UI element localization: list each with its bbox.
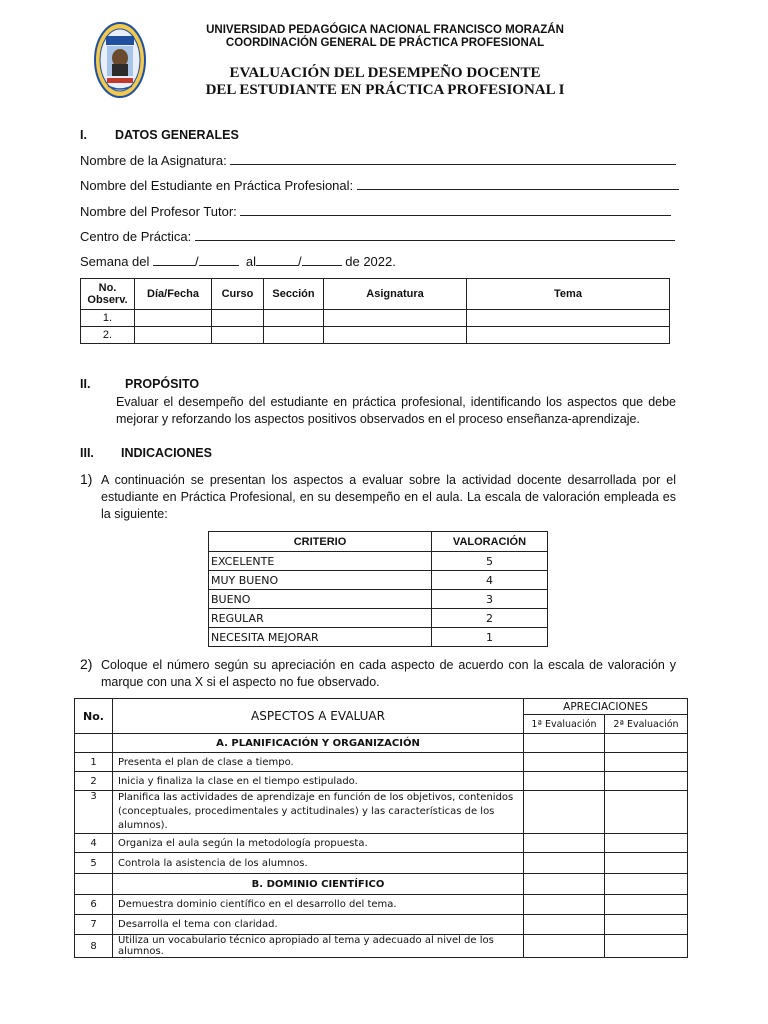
criteria-label: BUENO [209, 590, 432, 609]
section-3-number: III. [80, 446, 94, 460]
semana-field[interactable] [80, 253, 396, 269]
semana-slash-1: / [195, 254, 199, 269]
item-number: 2 [75, 772, 113, 791]
university-name: UNIVERSIDAD PEDAGÓGICA NACIONAL FRANCISCO MORAZÁN [206, 24, 564, 36]
field-tutor[interactable] [80, 203, 675, 219]
item-number: 8 [75, 935, 113, 958]
aspect-text: Demuestra dominio científico en el desarrollo del tema. [113, 895, 524, 915]
table-row [81, 310, 670, 327]
criteria-row [209, 552, 548, 571]
semana-day-to[interactable] [256, 253, 298, 266]
table-row [75, 834, 688, 853]
semana-month-from[interactable] [199, 253, 239, 266]
semana-al: al [245, 254, 256, 269]
col-apreciaciones: APRECIACIONES [524, 699, 688, 715]
table-row [75, 791, 688, 834]
col-criterio: CRITERIO [209, 532, 432, 552]
item-number: 4 [75, 834, 113, 853]
criteria-label: NECESITA MEJORAR [209, 628, 432, 647]
aspect-text: Inicia y finaliza la clase en el tiempo estipulado. [113, 772, 524, 791]
col-tema: Tema [467, 279, 670, 310]
criteria-row [209, 571, 548, 590]
col-aspectos: ASPECTOS A EVALUAR [113, 699, 524, 734]
criteria-label: MUY BUENO [209, 571, 432, 590]
table-cell[interactable] [467, 327, 670, 344]
table-cell[interactable] [324, 327, 467, 344]
table-row [75, 895, 688, 915]
eval-1-cell[interactable] [524, 834, 605, 853]
criteria-label: REGULAR [209, 609, 432, 628]
table-cell[interactable] [135, 310, 212, 327]
criteria-row [209, 590, 548, 609]
section-3-title: INDICACIONES [121, 446, 212, 460]
item-1-text: A continuación se presentan los aspectos a evaluar sobre la actividad docente desarrollada por el estudiante en Práctica Profesional, en su desempeño en el aula. La escala de valoración empleada es la siguiente: [101, 473, 676, 521]
col-valoracion: VALORACIÓN [432, 532, 548, 552]
document-title-line-2: DEL ESTUDIANTE EN PRÁCTICA PROFESIONAL I [205, 82, 565, 98]
col-eval-2: 2ª Evaluación [605, 715, 688, 734]
section-1-number: I. [80, 128, 87, 142]
eval-header-row-1 [75, 699, 688, 715]
criteria-value: 3 [432, 590, 548, 609]
criteria-header-row [209, 532, 548, 552]
table-row [75, 753, 688, 772]
eval-2-cell[interactable] [605, 753, 688, 772]
university-seal-logo [94, 22, 146, 98]
table-row [75, 772, 688, 791]
table-row [75, 915, 688, 935]
eval-2-cell[interactable] [605, 895, 688, 915]
criteria-label: EXCELENTE [209, 552, 432, 571]
table-cell[interactable] [264, 310, 324, 327]
semana-month-to[interactable] [302, 253, 342, 266]
document-title-line-1: EVALUACIÓN DEL DESEMPEÑO DOCENTE [229, 65, 541, 81]
item-number: 5 [75, 853, 113, 874]
aspect-text: Planifica las actividades de aprendizaje en función de los objetivos, contenidos (conceptuales, procedimentales y actitudinales) y las características de los alumnos). [113, 791, 524, 834]
table-cell [524, 874, 605, 895]
table-cell [524, 734, 605, 753]
table-cell[interactable] [212, 310, 264, 327]
field-estudiante-label: Nombre del Estudiante en Práctica Profesional: [80, 178, 354, 193]
eval-2-cell[interactable] [605, 834, 688, 853]
item-number: 7 [75, 915, 113, 935]
col-curso: Curso [212, 279, 264, 310]
criteria-value: 2 [432, 609, 548, 628]
semana-suffix: de 2022. [345, 254, 396, 269]
semana-slash-2: / [298, 254, 302, 269]
table-cell [605, 874, 688, 895]
table-cell [75, 734, 113, 753]
semana-day-from[interactable] [153, 253, 195, 266]
category-row [75, 874, 688, 895]
coordination-name: COORDINACIÓN GENERAL DE PRÁCTICA PROFESIONAL [225, 37, 545, 49]
item-number: 1 [75, 753, 113, 772]
table-row [75, 853, 688, 874]
eval-1-cell[interactable] [524, 915, 605, 935]
aspect-text: Controla la asistencia de los alumnos. [113, 853, 524, 874]
table-cell [75, 874, 113, 895]
criteria-table [208, 531, 548, 647]
table-cell[interactable] [264, 327, 324, 344]
table-cell[interactable] [467, 310, 670, 327]
eval-1-cell[interactable] [524, 895, 605, 915]
table-cell[interactable] [212, 327, 264, 344]
category-planificacion: A. PLANIFICACIÓN Y ORGANIZACIÓN [113, 734, 524, 753]
criteria-value: 4 [432, 571, 548, 590]
criteria-value: 5 [432, 552, 548, 571]
field-estudiante-blank[interactable] [357, 177, 679, 190]
aspect-text: Utiliza un vocabulario técnico apropiado al tema y adecuado al nivel de los alumnos. [113, 935, 524, 958]
eval-1-cell[interactable] [524, 772, 605, 791]
item-1-number: 1) [80, 471, 93, 487]
section-2-title: PROPÓSITO [125, 377, 200, 391]
field-asignatura-label: Nombre de la Asignatura: [80, 153, 227, 168]
eval-2-cell[interactable] [605, 791, 688, 834]
category-row [75, 734, 688, 753]
row-number: 1. [81, 310, 135, 327]
eval-2-cell[interactable] [605, 915, 688, 935]
field-centro-blank[interactable] [195, 228, 675, 241]
field-estudiante[interactable] [80, 177, 675, 193]
eval-2-cell[interactable] [605, 853, 688, 874]
eval-2-cell[interactable] [605, 772, 688, 791]
aspect-text: Desarrolla el tema con claridad. [113, 915, 524, 935]
observations-table [80, 278, 670, 344]
semana-prefix: Semana del [80, 254, 150, 269]
eval-1-cell[interactable] [524, 753, 605, 772]
table-row [81, 327, 670, 344]
eval-2-cell[interactable] [605, 935, 688, 958]
row-number: 2. [81, 327, 135, 344]
col-dia-fecha: Día/Fecha [135, 279, 212, 310]
criteria-row [209, 628, 548, 647]
col-no: No. [75, 699, 113, 734]
criteria-value: 1 [432, 628, 548, 647]
table-cell [605, 734, 688, 753]
aspect-text: Organiza el aula según la metodología propuesta. [113, 834, 524, 853]
criteria-row [209, 609, 548, 628]
field-centro-label: Centro de Práctica: [80, 229, 192, 244]
section-1-title: DATOS GENERALES [115, 128, 239, 142]
field-asignatura[interactable] [80, 152, 675, 168]
purpose-text: Evaluar el desempeño del estudiante en práctica profesional, identificando los aspectos que debe mejorar y reforzando los aspectos positivos observados en el proceso enseñanza-aprendizaje. [116, 395, 676, 426]
section-2-number: II. [80, 377, 91, 391]
item-2-text: Coloque el número según su apreciación en cada aspecto de acuerdo con la escala de valoración y marque con una X si el aspecto no fue observado. [101, 658, 676, 689]
eval-1-cell[interactable] [524, 935, 605, 958]
observations-header-row [81, 279, 670, 310]
field-asignatura-blank[interactable] [230, 152, 676, 165]
field-tutor-blank[interactable] [240, 203, 671, 216]
field-centro[interactable] [80, 228, 675, 244]
table-cell[interactable] [135, 327, 212, 344]
item-number: 6 [75, 895, 113, 915]
field-tutor-label: Nombre del Profesor Tutor: [80, 204, 237, 219]
eval-1-cell[interactable] [524, 791, 605, 834]
item-2-number: 2) [80, 656, 93, 672]
table-row [75, 935, 688, 958]
aspect-text: Presenta el plan de clase a tiempo. [113, 753, 524, 772]
category-dominio: B. DOMINIO CIENTÍFICO [113, 874, 524, 895]
eval-1-cell[interactable] [524, 853, 605, 874]
table-cell[interactable] [324, 310, 467, 327]
evaluation-table [74, 698, 688, 958]
col-no-observ: No. Observ. [81, 279, 135, 310]
col-asignatura: Asignatura [324, 279, 467, 310]
col-seccion: Sección [264, 279, 324, 310]
item-number: 3 [75, 791, 113, 834]
col-eval-1: 1ª Evaluación [524, 715, 605, 734]
